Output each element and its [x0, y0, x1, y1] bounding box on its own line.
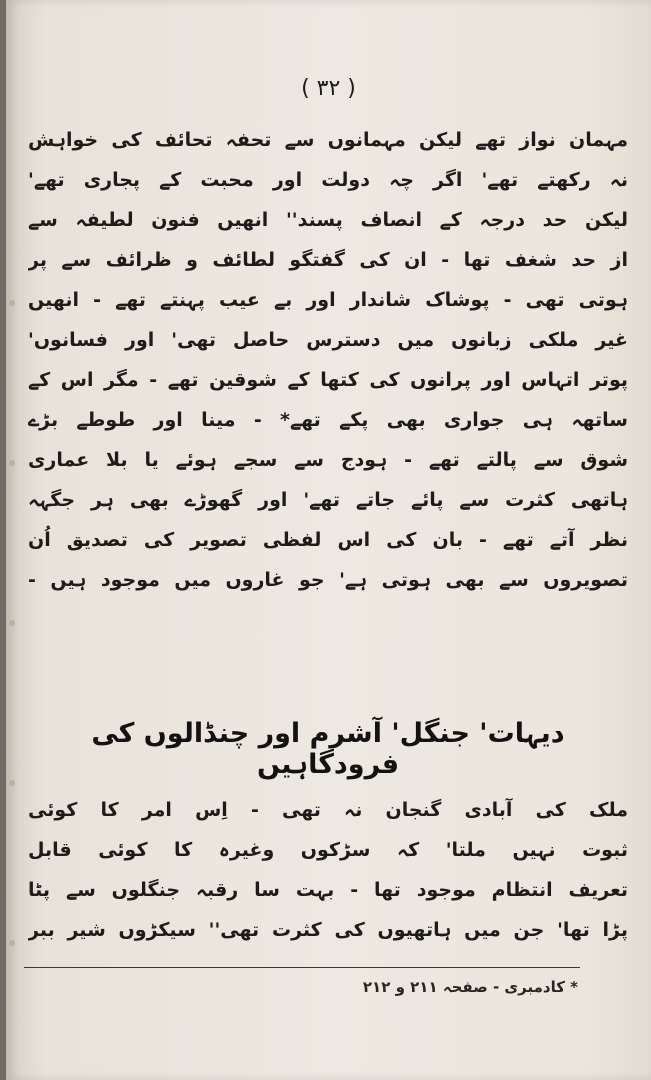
binding-holes: [6, 0, 20, 1080]
text-line: ساتھہ ہی جواری بھی پکے تھے* - مینا اور طوطے بڑے: [28, 409, 628, 431]
binding-hole: [9, 620, 15, 626]
text-line: تصویروں سے بھی ہوتی ہے' جو غاروں میں موجود ہیں -: [28, 569, 628, 591]
text-line: نہ رکھتے تھے' اگر چہ دولت اور محبت کے پجاری تھے': [28, 169, 628, 191]
book-page: [6, 0, 651, 1080]
text-line: ثبوت نہیں ملتا' کہ سڑکوں وغیرہ کا کوئی قابل: [28, 839, 628, 861]
text-line: مہمان نواز تھے لیکن مہمانوں سے تحفہ تحائف کی خواہش: [28, 129, 628, 151]
binding-hole: [9, 940, 15, 946]
page-number: ( ۳۲ ): [301, 76, 356, 101]
text-line: ملک کی آبادی گنجان نہ تھی - اِس امر کا کوئی: [28, 799, 628, 821]
footnote-divider: [24, 967, 580, 968]
text-line: ہوتی تھی - پوشاک شاندار اور بے عیب پہنتے تھے - انھیں: [28, 289, 628, 311]
binding-hole: [9, 780, 15, 786]
text-line: تعریف انتظام موجود تھا - بہت سا رقبہ جنگلوں سے پٹا: [28, 879, 628, 901]
text-line: شوق سے پالتے تھے - ہودج سے سجے ہوئے یا بلا عماری: [28, 449, 628, 471]
text-line: پڑا تھا' جن میں ہاتھیوں کی کثرت تھی'' سیکڑوں شیر ببر: [28, 919, 628, 941]
text-line: غیر ملکی زبانوں میں دسترس حاصل تھی' اور فسانوں': [28, 329, 628, 351]
paragraph-2: [28, 790, 628, 950]
paragraph-1: [28, 120, 628, 600]
text-line: ہاتھی کثرت سے پائے جاتے تھے' اور گھوڑے بھی ہر جگہہ: [28, 489, 628, 511]
binding-hole: [9, 460, 15, 466]
binding-hole: [9, 300, 15, 306]
text-line: لیکن حد درجہ کے انصاف پسند'' انھیں فنون لطیفہ سے: [28, 209, 628, 231]
footnote: * کادمبری - صفحہ ۲۱۱ و ۲۱۲: [362, 978, 578, 996]
text-line: پوتر اتہاس اور پرانوں کی کتھا کے شوقین تھے - مگر اس کے: [28, 369, 628, 391]
text-line: نظر آتے تھے - بان کی اس لفظی تصویر کی تصدیق اُن: [28, 529, 628, 551]
section-heading: دیہات' جنگل' آشرم اور چنڈالوں کی فرودگاہیں: [91, 718, 565, 780]
text-line: از حد شغف تھا - ان کی گفتگو لطائف و ظرائف سے پر: [28, 249, 628, 271]
